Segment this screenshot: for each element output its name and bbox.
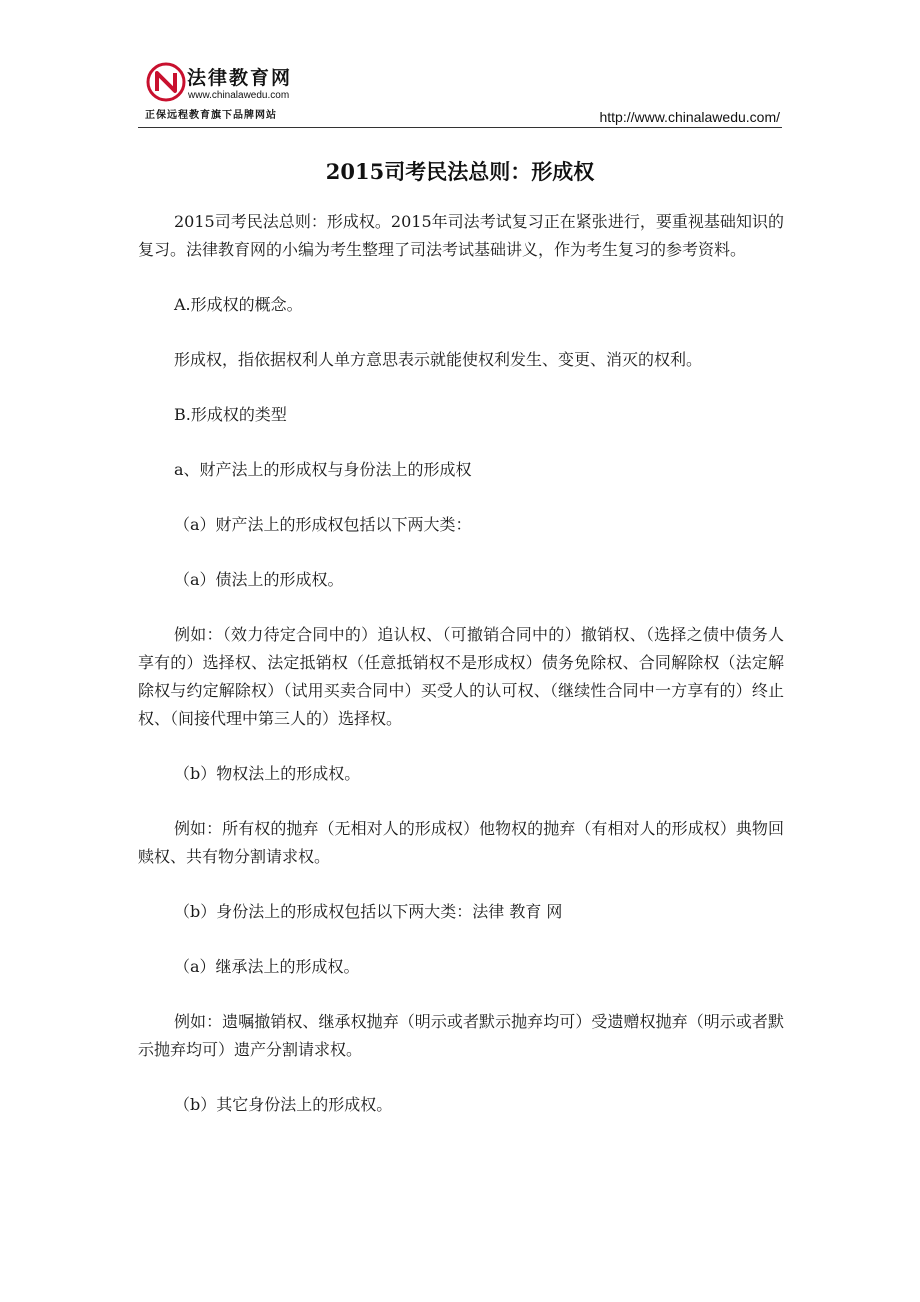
paragraph: A.形成权的概念。 [174,295,303,314]
paragraph: B.形成权的类型 [174,405,287,424]
document-body [138,208,784,1146]
page-header [0,0,920,135]
paragraph: 例如：遗嘱撤销权、继承权抛弃（明示或者默示抛弃均可）受遗赠权抛弃（明示或者默示抛弃均可）遗产分割请求权。 [138,1012,784,1059]
paragraph: （b）物权法上的形成权。 [174,764,361,783]
paragraph: （b）身份法上的形成权包括以下两大类：法律 教育 网 [174,902,563,921]
header-divider [138,127,782,128]
logo-title: 法律教育网 [187,67,293,89]
paragraph: （b）其它身份法上的形成权。 [174,1095,393,1114]
paragraph: （a）继承法上的形成权。 [174,957,360,976]
logo-domain: www.chinalawedu.com [188,90,290,101]
paragraph: （a）财产法上的形成权包括以下两大类： [174,515,472,534]
paragraph: 例如：（效力待定合同中的）追认权、（可撤销合同中的）撤销权、（选择之债中债务人享有的）选择权、法定抵销权（任意抵销权不是形成权）债务免除权、合同解除权（法定解除权与约定解除权）（试用买卖合同中）买受人的认可权、（继续性合同中一方享有的）终止权、（间接代理中第三人的）选择权。 [138,625,784,728]
paragraph: a、财产法上的形成权与身份法上的形成权 [174,460,472,479]
paragraph: （a）债法上的形成权。 [174,570,344,589]
paragraph: 形成权，指依据权利人单方意思表示就能使权利发生、变更、消灭的权利。 [174,350,703,369]
page-title: 2015司考民法总则：形成权 [325,159,595,185]
chinalawedu-logo-icon [146,62,186,102]
logo-slogan: 正保远程教育旗下品牌网站 [145,110,277,121]
site-url-link[interactable]: http://www.chinalawedu.com/ [599,109,780,125]
paragraph: 例如：所有权的抛弃（无相对人的形成权）他物权的抛弃（有相对人的形成权）典物回赎权、共有物分割请求权。 [138,819,784,866]
paragraph: 2015司考民法总则：形成权。2015年司法考试复习正在紧张进行，要重视基础知识的复习。法律教育网的小编为考生整理了司法考试基础讲义，作为考生复习的参考资料。 [138,212,784,259]
